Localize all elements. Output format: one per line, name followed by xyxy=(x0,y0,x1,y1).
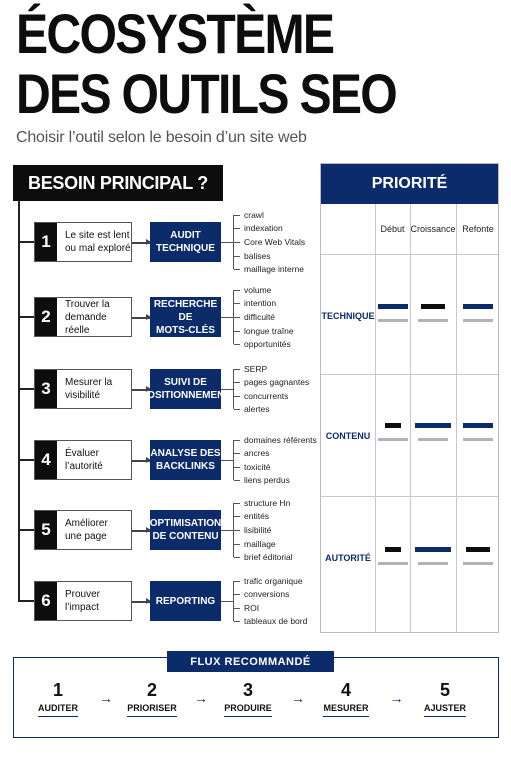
priority-divider xyxy=(456,204,457,632)
details-tick xyxy=(234,594,240,595)
need-text xyxy=(57,588,100,614)
details-tick xyxy=(234,256,240,257)
detail-item: toxicité xyxy=(244,461,271,472)
priority-mark-baseline xyxy=(463,319,493,322)
detail-item: volume xyxy=(244,284,272,295)
need-text-line: demande réelle xyxy=(65,311,107,336)
flux-step-number: 5 xyxy=(439,680,450,700)
tool-box xyxy=(140,369,231,409)
details-tick xyxy=(234,382,240,383)
tool-label-line: DE CONTENU xyxy=(152,531,219,542)
priority-mark-baseline xyxy=(418,438,448,441)
details-bracket xyxy=(233,290,234,344)
flux-step-number: 1 xyxy=(52,680,63,700)
details-connector xyxy=(221,389,233,390)
tree-branch-line xyxy=(18,388,34,390)
tool-label-line: SUIVI DE xyxy=(164,377,207,388)
tool-label-line: OPTIMISATION xyxy=(149,518,222,529)
tool-box xyxy=(150,510,221,550)
priority-mark-baseline xyxy=(463,438,493,441)
need-text xyxy=(57,376,112,402)
details-tick xyxy=(234,409,240,410)
detail-item: concurrents xyxy=(244,390,289,401)
need-text-line: l’impact xyxy=(65,602,99,613)
detail-item: indexation xyxy=(244,223,283,234)
tool-label xyxy=(150,447,220,473)
need-number: 4 xyxy=(35,441,57,479)
priority-mark-blue xyxy=(378,304,408,309)
need-text xyxy=(57,298,131,337)
details-tick xyxy=(234,290,240,291)
detail-item: maillage xyxy=(244,538,276,549)
tree-branch-line xyxy=(18,241,34,243)
need-number: 6 xyxy=(35,582,57,620)
flux-step xyxy=(112,679,192,717)
tool-label-line: ANALYSE DES xyxy=(150,448,221,459)
flux-step-label-wrap xyxy=(405,701,485,717)
connector-arrow xyxy=(132,317,150,319)
tool-label-line: REPORTING xyxy=(155,595,216,607)
need-text-line: l’autorité xyxy=(65,461,103,472)
details-connector xyxy=(221,460,233,461)
tool-label-line: BACKLINKS xyxy=(156,461,215,472)
priority-mark-baseline xyxy=(418,562,448,565)
need-number: 2 xyxy=(35,298,57,336)
detail-item: SERP xyxy=(244,363,268,374)
details-connector xyxy=(221,530,233,531)
need-text xyxy=(57,517,108,543)
flux-step-label-wrap xyxy=(18,701,98,717)
details-tick xyxy=(234,440,240,441)
detail-item: crawl xyxy=(244,209,264,220)
detail-item: liens perdus xyxy=(244,475,290,486)
details-tick xyxy=(234,581,240,582)
detail-item: intention xyxy=(244,298,277,309)
priority-title: PRIORITÉ xyxy=(321,164,498,204)
detail-item: lisibilité xyxy=(244,525,272,535)
need-text xyxy=(57,229,131,255)
priority-divider xyxy=(321,254,498,255)
details-tick xyxy=(234,453,240,454)
need-text-line: Mesurer la xyxy=(65,377,113,388)
priority-row-technique: TECHNIQUE xyxy=(321,311,375,321)
tool-label-line: RECHERCHE DE xyxy=(153,298,218,323)
connector-arrow xyxy=(132,242,150,244)
priority-table xyxy=(320,163,499,633)
details-tick xyxy=(234,621,240,622)
flux-arrow-icon: → xyxy=(291,690,305,706)
priority-mark-baseline xyxy=(463,562,493,565)
flux-step-label: PRIORISER xyxy=(127,703,177,717)
details-tick xyxy=(234,228,240,229)
need-text-line: Trouver la xyxy=(65,298,110,310)
tool-label-line: POSITIONNEMENT xyxy=(140,390,231,401)
details-bracket xyxy=(233,581,234,622)
flux-step xyxy=(306,679,386,717)
detail-item: tableaux de bord xyxy=(244,616,308,627)
need-box xyxy=(34,510,132,550)
priority-mark-baseline xyxy=(378,319,408,322)
flux-step xyxy=(208,679,288,717)
need-text-line: une page xyxy=(65,531,107,542)
priority-mark-blue xyxy=(415,423,451,428)
tool-label xyxy=(141,376,231,402)
need-box xyxy=(34,369,132,409)
details-connector xyxy=(221,317,233,318)
details-tick xyxy=(234,303,240,304)
details-tick xyxy=(234,544,240,545)
need-text-line: ou mal exploré xyxy=(65,243,131,254)
detail-item: structure Hn xyxy=(244,497,291,508)
detail-item: difficulté xyxy=(244,312,276,322)
need-box xyxy=(34,222,132,262)
need-number: 1 xyxy=(35,223,57,261)
flux-step-label-wrap xyxy=(306,701,386,717)
tool-box xyxy=(150,440,221,480)
priority-mark-baseline xyxy=(418,319,448,322)
flux-step xyxy=(405,679,485,717)
flux-step-label: PRODUIRE xyxy=(224,703,272,717)
tool-label xyxy=(156,229,215,255)
page-title-line-2: DES OUTILS SEO xyxy=(16,62,396,125)
detail-item: ancres xyxy=(244,448,270,459)
tree-branch-line xyxy=(18,600,34,602)
detail-item: trafic organique xyxy=(244,575,303,586)
details-tick xyxy=(234,242,240,243)
detail-item: entités xyxy=(244,511,270,522)
priority-col-croissance: Croissance xyxy=(410,224,456,234)
priority-row-autorite: AUTORITÉ xyxy=(325,553,371,563)
priority-mark-blue xyxy=(415,547,451,552)
details-tick xyxy=(234,530,240,531)
connector-arrow xyxy=(132,530,150,532)
flux-step-number: 3 xyxy=(242,680,253,700)
detail-item: pages gagnantes xyxy=(244,377,310,388)
page-subtitle: Choisir l’outil selon le besoin d’un site web xyxy=(16,129,307,146)
details-tick xyxy=(234,467,240,468)
need-text-line: Améliorer xyxy=(65,518,108,529)
detail-item: opportunités xyxy=(244,339,291,350)
tool-label-line: TECHNIQUE xyxy=(156,243,215,254)
need-number: 3 xyxy=(35,370,57,408)
priority-divider xyxy=(375,204,376,632)
need-text-line: visibilité xyxy=(65,390,101,401)
priority-mark-blue xyxy=(463,304,493,309)
priority-mark-black xyxy=(385,547,401,552)
tree-branch-line xyxy=(18,459,34,461)
need-number: 5 xyxy=(35,511,57,549)
need-text-line: Le site est lent xyxy=(65,230,130,241)
need-box xyxy=(34,297,132,337)
details-bracket xyxy=(233,369,234,410)
priority-divider xyxy=(321,496,498,497)
flux-step-label: MESURER xyxy=(323,703,368,717)
need-box xyxy=(34,440,132,480)
priority-divider xyxy=(321,374,498,375)
detail-item: longue traîne xyxy=(244,325,294,336)
priority-mark-baseline xyxy=(378,562,408,565)
priority-col-debut: Début xyxy=(380,224,405,234)
detail-item: maillage interne xyxy=(244,264,305,275)
details-tick xyxy=(234,215,240,216)
priority-mark-blue xyxy=(463,423,493,428)
need-box xyxy=(34,581,132,621)
flux-step xyxy=(18,679,98,717)
besoin-header: BESOIN PRINCIPAL ? xyxy=(13,165,223,201)
tool-box xyxy=(150,222,221,262)
details-tick xyxy=(234,608,240,609)
page-title-line-1: ÉCOSYSTÈME xyxy=(16,2,334,65)
details-tick xyxy=(234,396,240,397)
tool-label xyxy=(150,517,221,543)
details-tick xyxy=(234,331,240,332)
tree-branch-line xyxy=(18,316,34,318)
flux-step-label: AJUSTER xyxy=(424,703,466,717)
tree-branch-line xyxy=(18,529,34,531)
connector-arrow xyxy=(132,601,150,603)
flux-step-number: 4 xyxy=(340,680,351,700)
details-tick xyxy=(234,269,240,270)
details-bracket xyxy=(233,215,234,269)
details-tick xyxy=(234,317,240,318)
priority-mark-baseline xyxy=(378,438,408,441)
flux-arrow-icon: → xyxy=(99,690,113,706)
detail-item: alertes xyxy=(244,404,270,415)
flux-arrow-icon: → xyxy=(194,690,208,706)
connector-arrow xyxy=(132,460,150,462)
details-connector xyxy=(221,601,233,602)
details-bracket xyxy=(233,503,234,557)
details-bracket xyxy=(233,440,234,481)
tool-box xyxy=(150,581,221,621)
need-text xyxy=(57,447,103,473)
details-tick xyxy=(234,516,240,517)
details-tick xyxy=(234,344,240,345)
tool-box xyxy=(150,297,221,337)
detail-item: ROI xyxy=(244,602,260,613)
flux-title: FLUX RECOMMANDÉ xyxy=(167,651,334,672)
detail-item: domaines référents xyxy=(244,434,317,445)
tool-label xyxy=(156,595,215,608)
priority-col-refonte: Refonte xyxy=(462,224,494,234)
flux-step-label-wrap xyxy=(112,701,192,717)
detail-item: conversions xyxy=(244,589,290,600)
tool-label xyxy=(150,298,221,337)
detail-item: Core Web Vitals xyxy=(244,237,306,247)
priority-divider xyxy=(410,204,411,632)
priority-row-contenu: CONTENU xyxy=(325,431,371,441)
detail-item: balises xyxy=(244,250,271,261)
priority-mark-black xyxy=(421,304,445,309)
details-tick xyxy=(234,369,240,370)
flux-arrow-icon: → xyxy=(389,690,404,706)
tool-label-line: AUDIT xyxy=(170,230,201,241)
need-text-line: Évaluer xyxy=(65,448,99,459)
flux-step-label: AUDITER xyxy=(38,703,78,717)
detail-item: brief éditorial xyxy=(244,552,293,563)
details-tick xyxy=(234,480,240,481)
tool-label-line: MOTS-CLÉS xyxy=(156,324,215,336)
priority-mark-black xyxy=(466,547,490,552)
details-connector xyxy=(221,242,233,243)
flux-step-number: 2 xyxy=(146,680,157,700)
details-tick xyxy=(234,503,240,504)
tree-trunk-line xyxy=(18,200,20,602)
flux-step-label-wrap xyxy=(208,701,288,717)
priority-mark-black xyxy=(385,423,401,428)
details-tick xyxy=(234,557,240,558)
need-text-line: Prouver xyxy=(65,589,101,600)
